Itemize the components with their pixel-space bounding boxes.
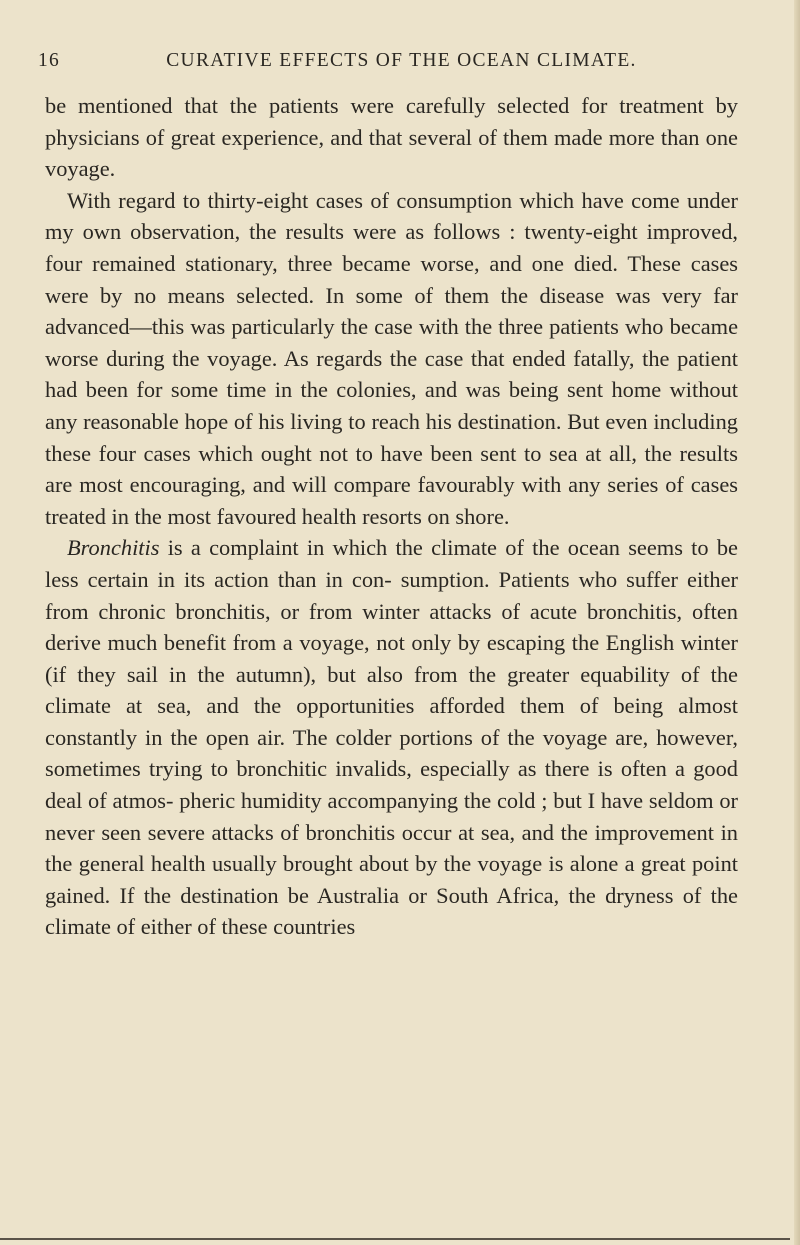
text-line: no means selected. In some of them the disease was	[133, 282, 651, 308]
text-line: constantly in the open air. The colder portions of the	[45, 724, 535, 750]
paragraph	[45, 532, 738, 943]
text-line: but also from the greater equability of the climate at	[45, 661, 738, 719]
text-line: three became worse, and one died. These cases were by	[45, 250, 738, 308]
paragraph	[45, 90, 738, 185]
text-line: often derive much benefit from a voyage, not only by	[45, 598, 738, 656]
text-line: As regards the case that ended fatally, the patient had	[45, 345, 738, 403]
text-line: invalids, especially as there is often a good deal of atmos-	[45, 756, 738, 814]
body-text	[45, 90, 738, 943]
text-line: be mentioned that the patients were carefully selected	[45, 93, 570, 118]
running-title: CURATIVE EFFECTS OF THE OCEAN CLIMATE.	[166, 50, 637, 71]
text-line: is a complaint in which the climate of the	[159, 535, 560, 561]
text-line: voyage are, however, sometimes trying to bronchitic	[45, 724, 738, 782]
text-line: been for some time in the colonies, and was being sent	[85, 377, 604, 403]
text-line: ocean seems to be less certain in its action than in con-	[45, 535, 738, 592]
text-line: at sea, and the improvement in the general health usually	[45, 819, 738, 877]
text-line: sumption. Patients who suffer either from chronic	[45, 566, 738, 624]
text-line: follows : twenty-eight improved, four remained stationary,	[45, 219, 738, 276]
text-line: for treatment by physicians of great experience, and that	[45, 93, 738, 150]
text-line: pheric humidity accompanying the cold ; but I have	[179, 788, 644, 814]
text-line: sea, and the opportunities afforded them of being almost	[157, 693, 738, 719]
text-line: reach his destination. But even including these four	[45, 408, 738, 466]
text-line: escaping the English winter (if they sail in the autumn),	[45, 630, 738, 687]
text-line: brought about by the voyage is alone a great point	[283, 851, 738, 877]
text-line: with any series of cases treated in the most favoured	[45, 472, 738, 529]
italic-term: Bronchitis	[67, 535, 160, 561]
page-edge-shade	[794, 0, 800, 1245]
paragraph	[45, 185, 738, 533]
text-line: bronchitis, or from winter attacks of acute bronchitis,	[175, 598, 683, 624]
text-line: results are most encouraging, and will compare favourably	[45, 440, 738, 498]
text-line: have come under my own observation, the results were as	[45, 187, 738, 245]
text-line: With regard to thirty-eight cases of consumption which	[67, 187, 575, 213]
text-line: the dryness of the climate of either of these countries	[45, 882, 738, 940]
text-line: seldom or never seen severe attacks of bronchitis occur	[45, 788, 738, 845]
text-line: home without any reasonable hope of his living to	[45, 377, 739, 434]
page-number: 16	[38, 50, 61, 71]
text-line: gained. If the destination be Australia or South Africa,	[45, 882, 560, 908]
text-line: health resorts on shore.	[301, 503, 510, 529]
text-line: several of them made more than one voyage.	[45, 124, 738, 182]
page-bottom-edge	[0, 1238, 790, 1240]
page-header	[38, 50, 713, 72]
text-line: very far advanced—this was particularly the case with	[45, 282, 739, 340]
text-line: cases which ought not to have been sent to sea at all, the	[143, 440, 672, 466]
text-line: the three patients who became worse during the voyage.	[45, 314, 739, 371]
